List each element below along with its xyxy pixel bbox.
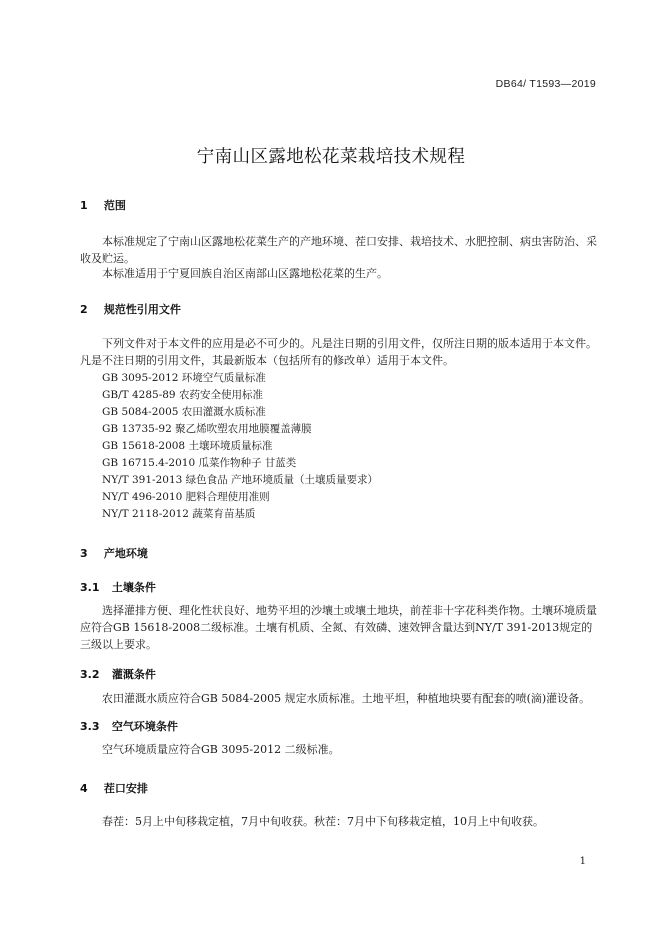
standard-code: DB64/ T1593—2019 xyxy=(495,78,596,90)
reference-item: NY/T 2118-2012 蔬菜育苗基质 xyxy=(102,508,256,520)
air-conditions-paragraph: 空气环境质量应符合GB 3095-2012 二级标准。 xyxy=(102,743,340,756)
section-number: 2 xyxy=(80,303,88,316)
section-heading-normative-references xyxy=(80,301,181,317)
section-heading-scope xyxy=(80,197,126,213)
reference-item: GB 15618-2008 土壤环境质量标准 xyxy=(102,440,273,452)
reference-item: GB 5084-2005 农田灌溉水质标准 xyxy=(102,406,266,418)
cropping-schedule-paragraph: 春茬：5月上中旬移栽定植，7月中旬收获。秋茬：7月中下旬移栽定植，10月上中旬收获。 xyxy=(102,815,544,828)
reference-item: GB 13735-92 聚乙烯吹塑农用地膜覆盖薄膜 xyxy=(102,423,312,435)
irrigation-conditions-paragraph: 农田灌溉水质应符合GB 5084-2005 规定水质标准。土地平坦，种植地块要有配套的喷(滴)灌设备。 xyxy=(102,692,591,705)
document-title: 宁南山区露地松花菜栽培技术规程 xyxy=(196,147,466,167)
subsection-title: 土壤条件 xyxy=(111,581,156,594)
scope-paragraph-1: 本标准规定了宁南山区露地松花菜生产的产地环境、茬口安排、栽培技术、水肥控制、病虫害防治、采收及贮运。 xyxy=(80,235,597,265)
section-title: 规范性引用文件 xyxy=(103,303,181,316)
subsection-title: 空气环境条件 xyxy=(111,720,178,733)
subsection-title: 灌溉条件 xyxy=(111,668,156,681)
reference-item: NY/T 391-2013 绿色食品 产地环境质量（土壤质量要求） xyxy=(102,474,378,486)
references-intro-paragraph: 下列文件对于本文件的应用是必不可少的。凡是注日期的引用文件，仅所注日期的版本适用于本文件。凡是不注日期的引用文件，其最新版本（包括所有的修改单）适用于本文件。 xyxy=(80,337,597,367)
section-title: 产地环境 xyxy=(103,547,148,560)
reference-item: GB 16715.4-2010 瓜菜作物种子 甘蓝类 xyxy=(102,457,297,469)
section-number: 3 xyxy=(80,547,88,560)
soil-conditions-paragraph: 选择灌排方便、理化性状良好、地势平坦的沙壤土或壤土地块，前茬非十字花科类作物。土壤环境质量应符合GB 15618-2008二级标准。土壤有机质、全氮、有效磷、速效钾含量达到NY/T 391-2013规定的三级以上要求。 xyxy=(80,604,597,651)
subsection-number: 3.1 xyxy=(80,581,100,594)
subsection-heading-air xyxy=(80,718,178,734)
scope-paragraph-2: 本标准适用于宁夏回族自治区南部山区露地松花菜的生产。 xyxy=(102,267,388,280)
section-heading-production-environment xyxy=(80,545,148,561)
subsection-heading-soil xyxy=(80,579,156,595)
section-number: 1 xyxy=(80,199,88,212)
reference-item: GB/T 4285-89 农药安全使用标准 xyxy=(102,389,263,401)
page-number: 1 xyxy=(579,856,586,867)
section-title: 范围 xyxy=(103,199,126,212)
section-heading-cropping-schedule xyxy=(80,780,148,796)
section-number: 4 xyxy=(80,782,88,795)
subsection-number: 3.2 xyxy=(80,668,100,681)
subsection-number: 3.3 xyxy=(80,720,100,733)
section-title: 茬口安排 xyxy=(103,782,148,795)
reference-item: GB 3095-2012 环境空气质量标准 xyxy=(102,372,266,384)
subsection-heading-irrigation xyxy=(80,666,156,682)
reference-item: NY/T 496-2010 肥料合理使用准则 xyxy=(102,491,270,503)
